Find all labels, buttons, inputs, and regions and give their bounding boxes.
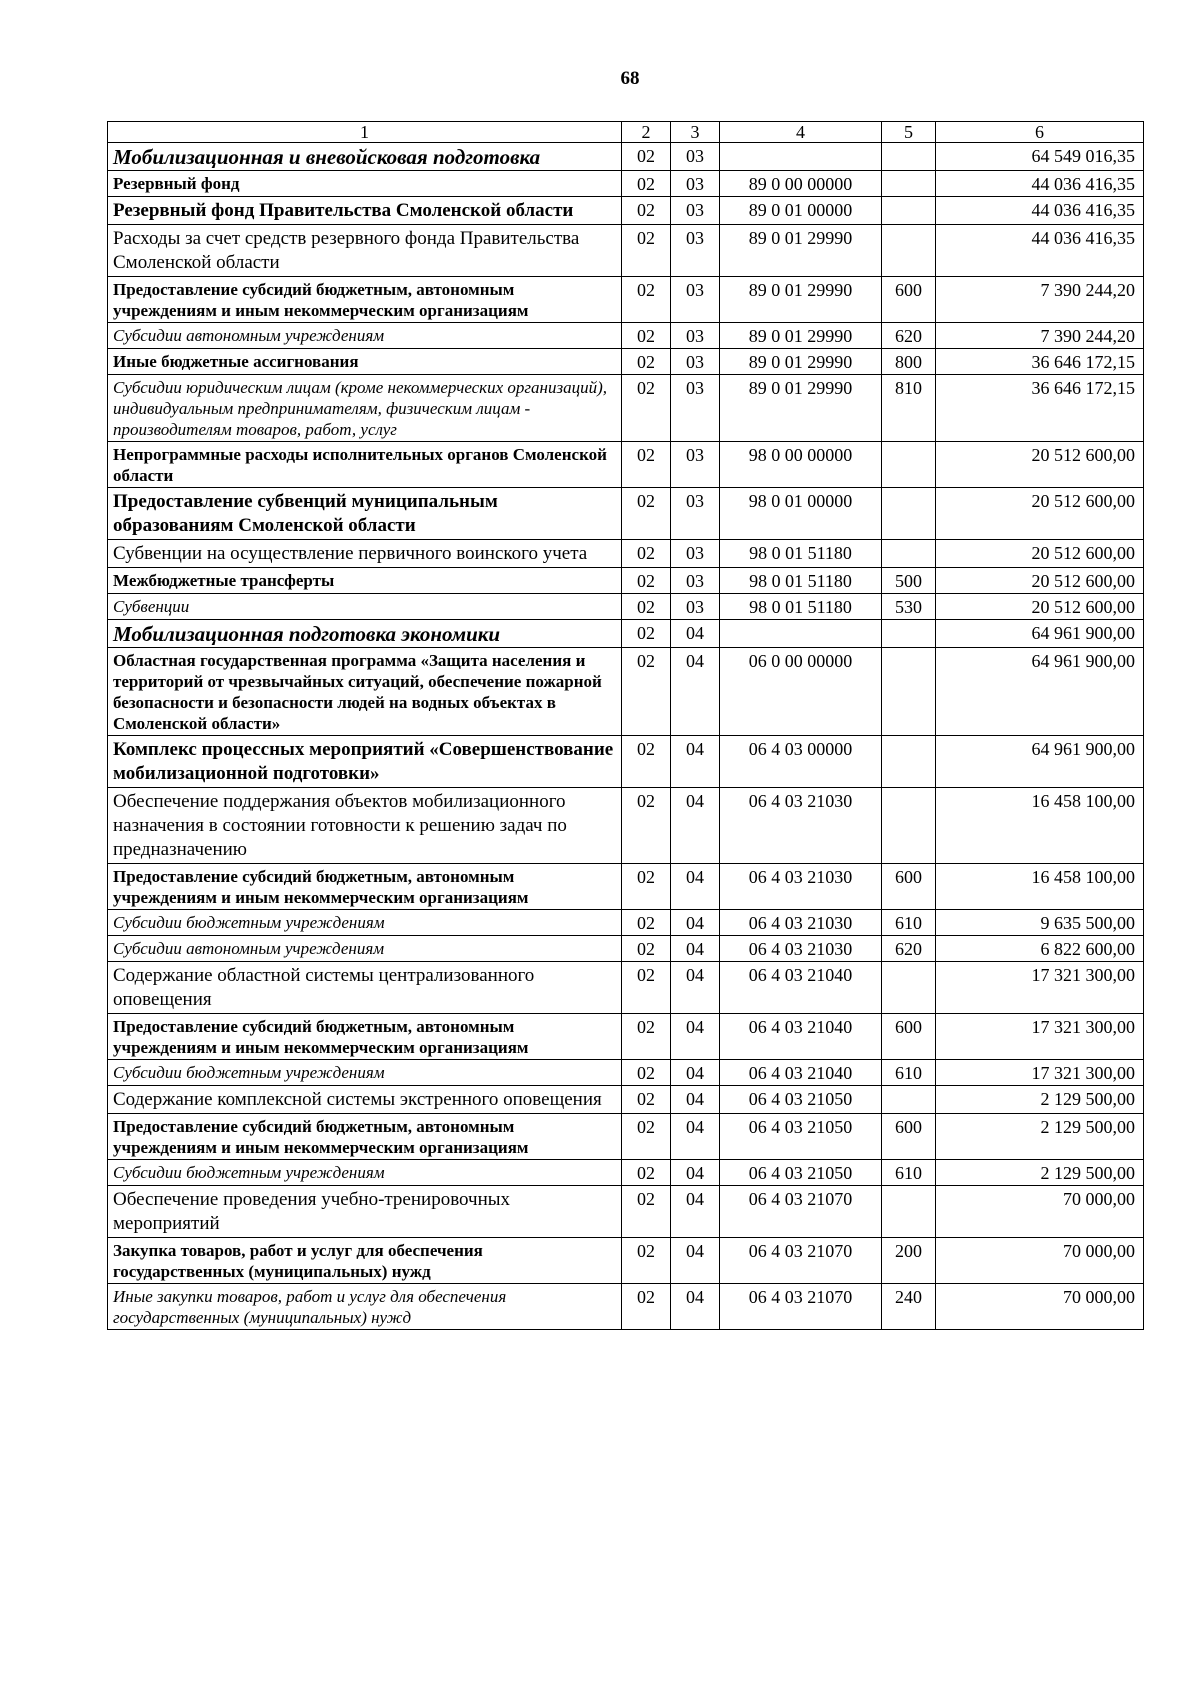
row-name-cell: Закупка товаров, работ и услуг для обеспечения государственных (муниципальных) нужд (108, 1238, 622, 1284)
row-amount-cell: 44 036 416,35 (936, 197, 1144, 225)
row-name-cell: Расходы за счет средств резервного фонда Правительства Смоленской области (108, 225, 622, 277)
row-section-cell: 02 (622, 936, 671, 962)
row-section-cell: 02 (622, 620, 671, 648)
table-row (108, 1114, 1144, 1160)
row-section-cell: 02 (622, 864, 671, 910)
row-name-cell: Субсидии автономным учреждениям (108, 936, 622, 962)
row-section-cell: 02 (622, 323, 671, 349)
row-target-article-cell: 06 4 03 00000 (720, 736, 882, 788)
row-name-cell: Предоставление субсидий бюджетным, автономным учреждениям и иным некоммерческим организациям (108, 1114, 622, 1160)
row-name-cell: Обеспечение проведения учебно-тренировочных мероприятий (108, 1186, 622, 1238)
row-subsection-cell: 04 (671, 1114, 720, 1160)
row-subsection-cell: 03 (671, 171, 720, 197)
row-section-cell: 02 (622, 736, 671, 788)
budget-table-body (108, 122, 1144, 1330)
row-expense-type-cell: 810 (882, 375, 936, 442)
row-amount-cell: 7 390 244,20 (936, 277, 1144, 323)
row-subsection-cell: 04 (671, 648, 720, 736)
row-name-cell: Субсидии автономным учреждениям (108, 323, 622, 349)
row-subsection-cell: 04 (671, 910, 720, 936)
row-amount-cell: 20 512 600,00 (936, 442, 1144, 488)
row-target-article-cell: 89 0 01 29990 (720, 277, 882, 323)
row-subsection-cell: 04 (671, 1186, 720, 1238)
table-row (108, 225, 1144, 277)
row-name-cell: Обеспечение поддержания объектов мобилизационного назначения в состоянии готовности к решению задач по предназначению (108, 788, 622, 864)
row-name-cell: Резервный фонд (108, 171, 622, 197)
row-amount-cell: 2 129 500,00 (936, 1114, 1144, 1160)
row-section-cell: 02 (622, 197, 671, 225)
row-name-cell: Предоставление субвенций муниципальным образованиям Смоленской области (108, 488, 622, 540)
row-amount-cell: 36 646 172,15 (936, 375, 1144, 442)
row-subsection-cell: 03 (671, 540, 720, 568)
table-row (108, 648, 1144, 736)
row-subsection-cell: 03 (671, 323, 720, 349)
row-section-cell: 02 (622, 594, 671, 620)
table-row (108, 736, 1144, 788)
row-amount-cell: 17 321 300,00 (936, 1060, 1144, 1086)
row-amount-cell: 44 036 416,35 (936, 171, 1144, 197)
row-subsection-cell: 03 (671, 488, 720, 540)
row-expense-type-cell: 600 (882, 864, 936, 910)
row-expense-type-cell (882, 171, 936, 197)
table-row (108, 540, 1144, 568)
row-amount-cell: 64 961 900,00 (936, 736, 1144, 788)
row-expense-type-cell: 610 (882, 1060, 936, 1086)
row-amount-cell: 36 646 172,15 (936, 349, 1144, 375)
row-name-cell: Иные бюджетные ассигнования (108, 349, 622, 375)
row-subsection-cell: 04 (671, 962, 720, 1014)
row-target-article-cell: 06 4 03 21070 (720, 1238, 882, 1284)
row-expense-type-cell (882, 962, 936, 1014)
table-row (108, 442, 1144, 488)
table-row (108, 171, 1144, 197)
row-name-cell: Субвенции на осуществление первичного воинского учета (108, 540, 622, 568)
row-expense-type-cell: 600 (882, 1114, 936, 1160)
row-name-cell: Субсидии бюджетным учреждениям (108, 910, 622, 936)
row-expense-type-cell: 600 (882, 277, 936, 323)
row-subsection-cell: 04 (671, 788, 720, 864)
row-section-cell: 02 (622, 962, 671, 1014)
row-section-cell: 02 (622, 225, 671, 277)
row-target-article-cell: 89 0 01 00000 (720, 197, 882, 225)
row-section-cell: 02 (622, 1186, 671, 1238)
row-name-cell: Мобилизационная и вневойсковая подготовка (108, 143, 622, 171)
row-expense-type-cell: 610 (882, 1160, 936, 1186)
row-amount-cell: 70 000,00 (936, 1284, 1144, 1330)
row-target-article-cell: 06 4 03 21070 (720, 1186, 882, 1238)
row-section-cell: 02 (622, 488, 671, 540)
row-section-cell: 02 (622, 1114, 671, 1160)
row-target-article-cell: 06 4 03 21050 (720, 1114, 882, 1160)
row-amount-cell: 20 512 600,00 (936, 540, 1144, 568)
row-amount-cell: 20 512 600,00 (936, 594, 1144, 620)
row-expense-type-cell (882, 1186, 936, 1238)
row-subsection-cell: 04 (671, 936, 720, 962)
table-row (108, 962, 1144, 1014)
row-section-cell: 02 (622, 1014, 671, 1060)
table-row (108, 594, 1144, 620)
row-expense-type-cell: 600 (882, 1014, 936, 1060)
row-name-cell: Резервный фонд Правительства Смоленской области (108, 197, 622, 225)
page-number: 68 (620, 68, 640, 89)
row-subsection-cell: 03 (671, 277, 720, 323)
table-row (108, 277, 1144, 323)
row-name-cell: Комплекс процессных мероприятий «Совершенствование мобилизационной подготовки» (108, 736, 622, 788)
row-section-cell: 02 (622, 568, 671, 594)
row-amount-cell: 44 036 416,35 (936, 225, 1144, 277)
table-row (108, 864, 1144, 910)
row-section-cell: 02 (622, 788, 671, 864)
table-row (108, 936, 1144, 962)
row-amount-cell: 2 129 500,00 (936, 1086, 1144, 1114)
row-expense-type-cell (882, 442, 936, 488)
row-subsection-cell: 04 (671, 1238, 720, 1284)
row-target-article-cell: 98 0 01 00000 (720, 488, 882, 540)
table-header-row (108, 122, 1144, 143)
row-target-article-cell: 06 4 03 21040 (720, 1014, 882, 1060)
row-expense-type-cell: 800 (882, 349, 936, 375)
row-amount-cell: 6 822 600,00 (936, 936, 1144, 962)
row-subsection-cell: 04 (671, 1160, 720, 1186)
row-target-article-cell: 89 0 01 29990 (720, 225, 882, 277)
row-subsection-cell: 04 (671, 864, 720, 910)
row-target-article-cell: 89 0 01 29990 (720, 375, 882, 442)
row-section-cell: 02 (622, 1060, 671, 1086)
row-amount-cell: 17 321 300,00 (936, 962, 1144, 1014)
row-target-article-cell (720, 143, 882, 171)
row-name-cell: Содержание областной системы централизованного оповещения (108, 962, 622, 1014)
row-expense-type-cell (882, 1086, 936, 1114)
row-section-cell: 02 (622, 1160, 671, 1186)
row-target-article-cell: 89 0 00 00000 (720, 171, 882, 197)
row-subsection-cell: 04 (671, 1014, 720, 1060)
row-subsection-cell: 03 (671, 594, 720, 620)
row-section-cell: 02 (622, 375, 671, 442)
row-name-cell: Межбюджетные трансферты (108, 568, 622, 594)
table-row (108, 1160, 1144, 1186)
row-target-article-cell: 06 4 03 21030 (720, 864, 882, 910)
row-name-cell: Субсидии юридическим лицам (кроме некоммерческих организаций), индивидуальным предпринимателям, физическим лицам - производителям товаров, работ, услуг (108, 375, 622, 442)
row-target-article-cell: 06 4 03 21050 (720, 1086, 882, 1114)
row-name-cell: Мобилизационная подготовка экономики (108, 620, 622, 648)
row-expense-type-cell (882, 620, 936, 648)
row-target-article-cell: 06 4 03 21050 (720, 1160, 882, 1186)
header-cell-subsection: 3 (671, 122, 720, 143)
row-section-cell: 02 (622, 143, 671, 171)
row-subsection-cell: 04 (671, 1060, 720, 1086)
row-expense-type-cell: 620 (882, 323, 936, 349)
row-target-article-cell: 06 0 00 00000 (720, 648, 882, 736)
row-name-cell: Областная государственная программа «Защита населения и территорий от чрезвычайных ситуаций, обеспечение пожарной безопасности и безопасности людей на водных объектах в Смоленской области» (108, 648, 622, 736)
row-expense-type-cell (882, 488, 936, 540)
row-target-article-cell (720, 620, 882, 648)
row-name-cell: Субсидии бюджетным учреждениям (108, 1160, 622, 1186)
row-amount-cell: 9 635 500,00 (936, 910, 1144, 936)
row-target-article-cell: 06 4 03 21030 (720, 910, 882, 936)
table-row (108, 620, 1144, 648)
row-name-cell: Предоставление субсидий бюджетным, автономным учреждениям и иным некоммерческим организациям (108, 277, 622, 323)
budget-table (107, 121, 1144, 1330)
row-target-article-cell: 98 0 01 51180 (720, 594, 882, 620)
table-row (108, 910, 1144, 936)
row-amount-cell: 16 458 100,00 (936, 788, 1144, 864)
row-amount-cell: 16 458 100,00 (936, 864, 1144, 910)
row-name-cell: Иные закупки товаров, работ и услуг для обеспечения государственных (муниципальных) нужд (108, 1284, 622, 1330)
row-amount-cell: 70 000,00 (936, 1186, 1144, 1238)
row-target-article-cell: 98 0 00 00000 (720, 442, 882, 488)
row-subsection-cell: 03 (671, 349, 720, 375)
row-section-cell: 02 (622, 540, 671, 568)
table-row (108, 349, 1144, 375)
row-target-article-cell: 06 4 03 21030 (720, 788, 882, 864)
table-row (108, 323, 1144, 349)
table-row (108, 1186, 1144, 1238)
row-section-cell: 02 (622, 171, 671, 197)
row-section-cell: 02 (622, 277, 671, 323)
row-subsection-cell: 04 (671, 1284, 720, 1330)
row-name-cell: Предоставление субсидий бюджетным, автономным учреждениям и иным некоммерческим организациям (108, 864, 622, 910)
row-target-article-cell: 89 0 01 29990 (720, 349, 882, 375)
row-amount-cell: 64 549 016,35 (936, 143, 1144, 171)
row-expense-type-cell: 200 (882, 1238, 936, 1284)
table-row (108, 1060, 1144, 1086)
row-subsection-cell: 03 (671, 225, 720, 277)
row-expense-type-cell: 620 (882, 936, 936, 962)
row-expense-type-cell (882, 540, 936, 568)
row-name-cell: Субсидии бюджетным учреждениям (108, 1060, 622, 1086)
row-section-cell: 02 (622, 1238, 671, 1284)
table-row (108, 568, 1144, 594)
row-target-article-cell: 98 0 01 51180 (720, 540, 882, 568)
row-target-article-cell: 98 0 01 51180 (720, 568, 882, 594)
row-amount-cell: 7 390 244,20 (936, 323, 1144, 349)
row-subsection-cell: 04 (671, 1086, 720, 1114)
row-amount-cell: 64 961 900,00 (936, 620, 1144, 648)
row-subsection-cell: 03 (671, 197, 720, 225)
row-subsection-cell: 03 (671, 568, 720, 594)
table-row (108, 375, 1144, 442)
row-amount-cell: 20 512 600,00 (936, 488, 1144, 540)
row-subsection-cell: 03 (671, 375, 720, 442)
row-target-article-cell: 06 4 03 21040 (720, 962, 882, 1014)
row-section-cell: 02 (622, 349, 671, 375)
table-row (108, 1284, 1144, 1330)
row-expense-type-cell (882, 648, 936, 736)
table-row (108, 488, 1144, 540)
row-name-cell: Содержание комплексной системы экстренного оповещения (108, 1086, 622, 1114)
row-target-article-cell: 89 0 01 29990 (720, 323, 882, 349)
header-cell-target-article: 4 (720, 122, 882, 143)
row-amount-cell: 20 512 600,00 (936, 568, 1144, 594)
row-name-cell: Предоставление субсидий бюджетным, автономным учреждениям и иным некоммерческим организациям (108, 1014, 622, 1060)
row-target-article-cell: 06 4 03 21040 (720, 1060, 882, 1086)
row-name-cell: Субвенции (108, 594, 622, 620)
row-expense-type-cell (882, 225, 936, 277)
row-expense-type-cell (882, 736, 936, 788)
row-section-cell: 02 (622, 1086, 671, 1114)
table-row (108, 1014, 1144, 1060)
row-section-cell: 02 (622, 1284, 671, 1330)
table-row (108, 1238, 1144, 1284)
header-cell-expense-type: 5 (882, 122, 936, 143)
header-cell-name: 1 (108, 122, 622, 143)
row-amount-cell: 64 961 900,00 (936, 648, 1144, 736)
table-row (108, 143, 1144, 171)
table-row (108, 788, 1144, 864)
row-amount-cell: 2 129 500,00 (936, 1160, 1144, 1186)
row-amount-cell: 70 000,00 (936, 1238, 1144, 1284)
table-row (108, 197, 1144, 225)
row-subsection-cell: 03 (671, 143, 720, 171)
row-expense-type-cell (882, 197, 936, 225)
row-expense-type-cell: 610 (882, 910, 936, 936)
row-section-cell: 02 (622, 442, 671, 488)
table-row (108, 1086, 1144, 1114)
row-section-cell: 02 (622, 910, 671, 936)
row-target-article-cell: 06 4 03 21030 (720, 936, 882, 962)
row-name-cell: Непрограммные расходы исполнительных органов Смоленской области (108, 442, 622, 488)
header-cell-amount: 6 (936, 122, 1144, 143)
row-subsection-cell: 04 (671, 620, 720, 648)
row-expense-type-cell: 240 (882, 1284, 936, 1330)
row-expense-type-cell (882, 143, 936, 171)
row-subsection-cell: 04 (671, 736, 720, 788)
row-expense-type-cell (882, 788, 936, 864)
row-amount-cell: 17 321 300,00 (936, 1014, 1144, 1060)
row-section-cell: 02 (622, 648, 671, 736)
row-expense-type-cell: 500 (882, 568, 936, 594)
row-expense-type-cell: 530 (882, 594, 936, 620)
row-subsection-cell: 03 (671, 442, 720, 488)
header-cell-section: 2 (622, 122, 671, 143)
row-target-article-cell: 06 4 03 21070 (720, 1284, 882, 1330)
